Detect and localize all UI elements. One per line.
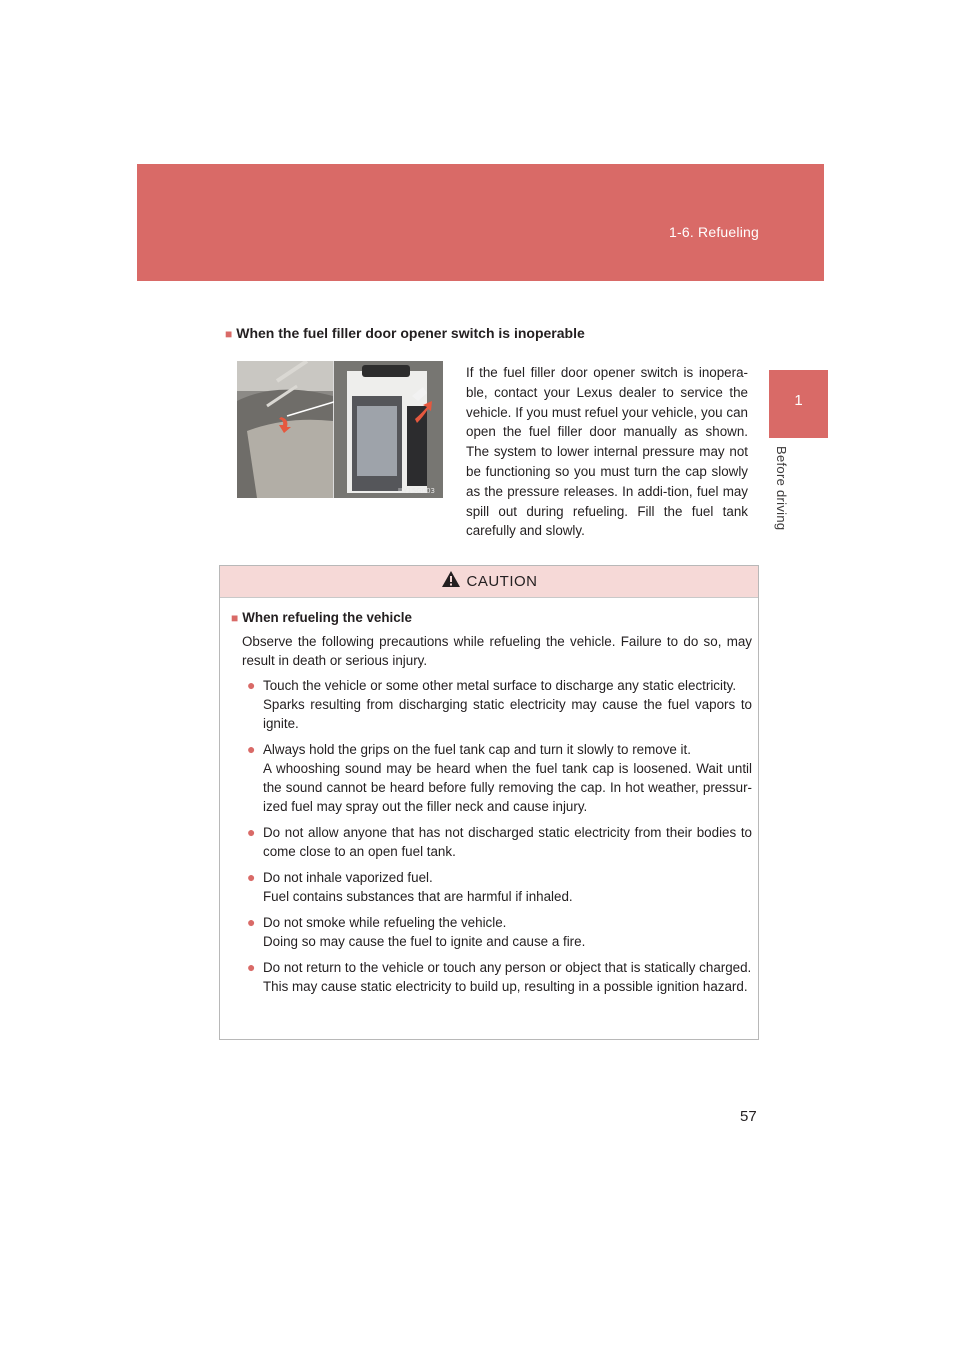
chapter-number: 1 <box>794 392 803 409</box>
list-item <box>231 823 752 861</box>
caution-header <box>220 566 758 598</box>
bullet-dot-icon: ● <box>247 741 256 757</box>
caution-subheading <box>231 610 752 625</box>
item-main: Do not return to the vehicle or touch any person or object that is statically charged. <box>263 960 752 975</box>
chapter-tab[interactable] <box>769 370 828 438</box>
caution-subheading-text: When refueling the vehicle <box>242 610 412 625</box>
bullet-dot-icon: ● <box>247 869 256 885</box>
list-item <box>231 868 752 906</box>
list-item <box>231 676 752 733</box>
list-item <box>231 740 752 816</box>
section-title: 1-6. Refueling <box>669 224 759 240</box>
caution-intro: Observe the following precautions while refueling the vehicle. Failure to do so, may result in death or serious injury. <box>242 634 752 668</box>
section-heading <box>225 325 585 341</box>
bullet-dot-icon: ● <box>247 959 256 975</box>
item-main: Always hold the grips on the fuel tank cap and turn it slowly to remove it. <box>263 742 691 757</box>
subheading-bullet: ■ <box>231 611 239 625</box>
warning-triangle-icon <box>441 570 461 593</box>
item-detail: This may cause static electricity to build up, resulting in a possible ignition hazard. <box>263 979 748 994</box>
item-main: Do not allow anyone that has not discharged static electricity from their bodies to come close to an open fuel tank. <box>263 825 752 859</box>
item-main: Do not smoke while refueling the vehicle. <box>263 915 507 930</box>
trunk-release-drawing <box>237 361 443 498</box>
item-detail: A whooshing sound may be heard when the fuel tank cap is loosened. Wait until the sound cannot be heard before fully removing the cap. In hot weather, pressur-ized fuel may spray out the filler neck and cause injury. <box>263 761 752 814</box>
caution-body <box>220 598 758 996</box>
header-band <box>137 164 824 281</box>
list-item <box>231 913 752 951</box>
page-number: 57 <box>740 1108 757 1125</box>
item-detail: Doing so may cause the fuel to ignite and cause a fire. <box>263 934 586 949</box>
section-heading-text: When the fuel filler door opener switch is inoperable <box>236 325 585 341</box>
fuel-door-illustration <box>237 361 443 498</box>
heading-bullet: ■ <box>225 327 233 341</box>
bullet-dot-icon: ● <box>247 914 256 930</box>
bullet-dot-icon: ● <box>247 824 256 840</box>
item-detail: Sparks resulting from discharging static electricity may cause the fuel vapors to ignite. <box>263 697 752 731</box>
intro-paragraph: If the fuel filler door opener switch is inopera-ble, contact your Lexus dealer to service the vehicle. If you must refuel your vehicle, you can open the fuel filler door manually as shown. The system to lower internal pressure may not be functioning so you must turn the cap slowly as the pressure releases. In addi-tion, fuel may spill out during refueling. Fill the fuel tank carefully and slowly. <box>466 365 748 539</box>
caution-box <box>219 565 759 1040</box>
bullet-dot-icon: ● <box>247 677 256 693</box>
item-detail: Fuel contains substances that are harmful if inhaled. <box>263 889 573 904</box>
caution-title: CAUTION <box>466 573 538 590</box>
chapter-label: Before driving <box>774 446 789 531</box>
item-main: Touch the vehicle or some other metal surface to discharge any static electricity. <box>263 678 737 693</box>
list-item <box>231 958 752 996</box>
item-main: Do not inhale vaporized fuel. <box>263 870 433 885</box>
image-code: ILY15G003 <box>397 487 435 495</box>
